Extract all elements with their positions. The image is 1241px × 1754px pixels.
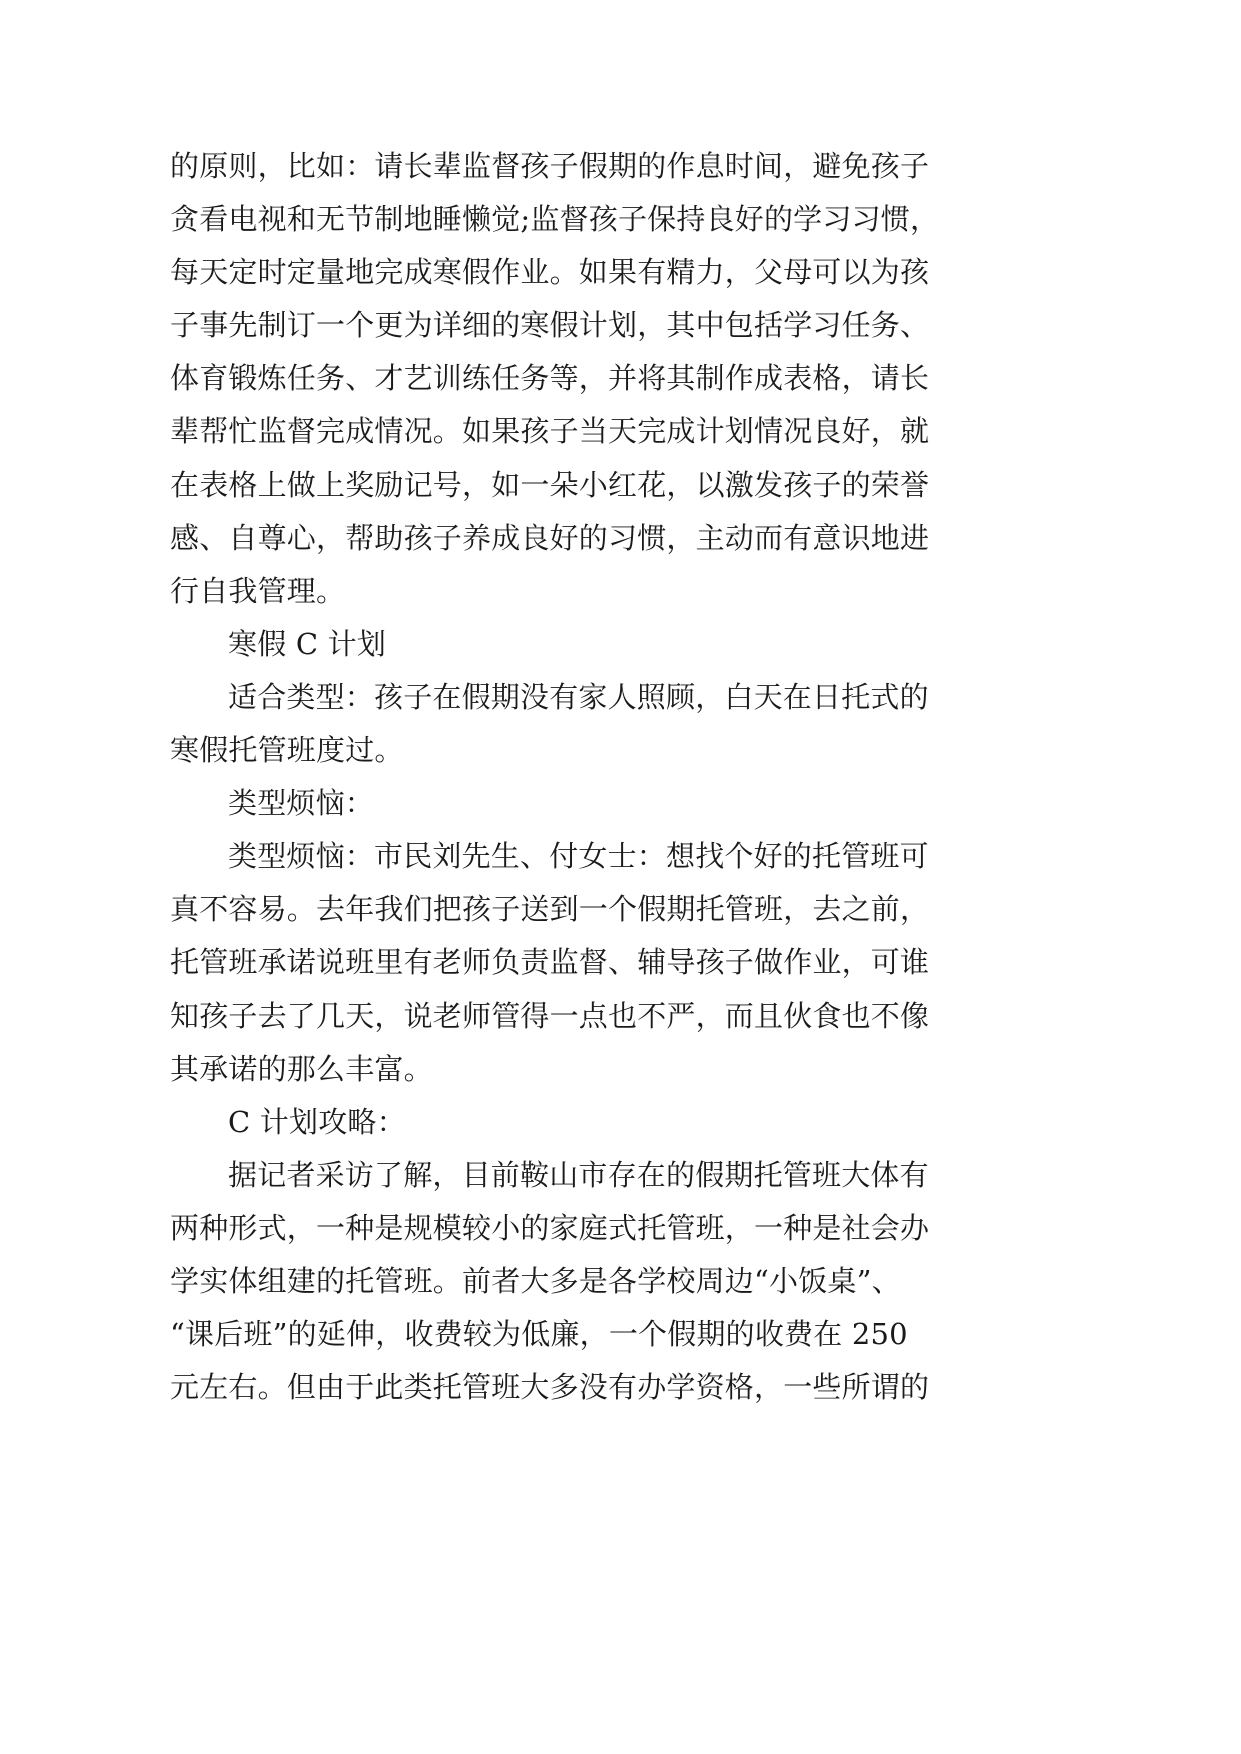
text-line: 其承诺的那么丰富。 (170, 1051, 433, 1086)
text-line: 元左右。但由于此类托管班大多没有办学资格，一些所谓的 (170, 1370, 930, 1405)
text-line: 学实体组建的托管班。前者大多是各学校周边“小饭桌”、 (170, 1263, 901, 1298)
text-line: 真不容易。去年我们把孩子送到一个假期托管班，去之前， (170, 892, 930, 927)
text-line: 行自我管理。 (170, 573, 346, 608)
text-line: 辈帮忙监督完成情况。如果孩子当天完成计划情况良好，就 (170, 414, 930, 449)
text-line: 知孩子去了几天，说老师管得一点也不严，而且伙食也不像 (170, 998, 930, 1033)
text-line: 感、自尊心，帮助孩子养成良好的习惯，主动而有意识地进 (170, 520, 930, 555)
text-line: 寒假托管班度过。 (170, 733, 404, 768)
text-line: 贪看电视和无节制地睡懒觉;监督孩子保持良好的学习习惯， (170, 202, 940, 237)
text-line: 体育锻炼任务、才艺训练任务等，并将其制作成表格，请长 (170, 361, 930, 396)
text-line: 适合类型：孩子在假期没有家人照顾，白天在日托式的 (228, 679, 929, 714)
subheading: C 计划攻略： (228, 1104, 406, 1139)
section-heading: 寒假 C 计划 (228, 626, 387, 661)
text-line: 据记者采访了解，目前鞍山市存在的假期托管班大体有 (228, 1157, 929, 1192)
text-line: “课后班”的延伸，收费较为低廉，一个假期的收费在 250 (170, 1317, 908, 1352)
text-line: 在表格上做上奖励记号，如一朵小红花，以激发孩子的荣誉 (170, 467, 930, 502)
text-line: 的原则，比如：请长辈监督孩子假期的作息时间，避免孩子 (170, 149, 930, 183)
text-line: 类型烦恼：市民刘先生、付女士：想找个好的托管班可 (228, 839, 929, 874)
text-line: 两种形式，一种是规模较小的家庭式托管班，一种是社会办 (170, 1210, 930, 1245)
text-line: 子事先制订一个更为详细的寒假计划，其中包括学习任务、 (170, 308, 930, 343)
subheading: 类型烦恼： (228, 786, 375, 821)
text-line: 每天定时定量地完成寒假作业。如果有精力，父母可以为孩 (170, 255, 930, 290)
body-text (170, 140, 945, 1414)
text-line: 托管班承诺说班里有老师负责监督、辅导孩子做作业，可谁 (170, 945, 930, 980)
